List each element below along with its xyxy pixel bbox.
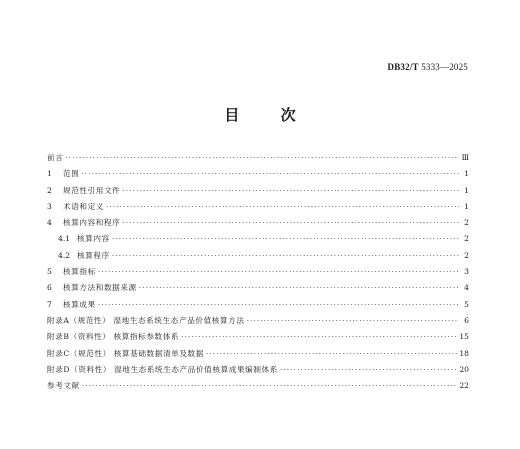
toc-leader-dots [81, 166, 459, 182]
standard-code [388, 62, 468, 72]
toc-entry-page: Ⅲ [461, 153, 469, 162]
toc-entry-page: 18 [459, 348, 469, 358]
toc-entry[interactable] [47, 329, 469, 345]
toc-entry[interactable] [47, 166, 469, 182]
toc-entry-label: 附录D（资料性） 湿地生态系统生态产品价值核算成果编制体系 [47, 364, 278, 374]
toc-leader-dots [112, 248, 459, 264]
table-of-contents [47, 150, 469, 394]
toc-entry-page: 2 [464, 234, 469, 244]
toc-leader-dots [139, 280, 459, 296]
toc-leader-dots [280, 362, 457, 378]
toc-leader-dots [122, 215, 459, 231]
toc-entry-label: 核算成果 [63, 299, 96, 309]
toc-entry-page: 6 [464, 315, 469, 325]
toc-entry-page: 2 [464, 218, 469, 228]
toc-entry[interactable] [47, 183, 469, 199]
toc-entry[interactable] [47, 346, 469, 362]
standard-code-number: 5333—2025 [418, 62, 468, 72]
toc-entry-label: 附录C（规范性） 核算基础数据清单及数据 [47, 348, 204, 358]
toc-entry-page: 3 [464, 267, 469, 277]
toc-entry-label: 核算内容和程序 [63, 218, 121, 228]
toc-entry[interactable] [47, 313, 469, 329]
toc-entry-label: 范围 [63, 169, 80, 179]
toc-entry-page: 20 [459, 364, 469, 374]
toc-entry-label: 参考文献 [47, 381, 80, 391]
toc-leader-dots [181, 329, 457, 345]
toc-leader-dots [112, 231, 459, 247]
toc-entry-label: 核算内容 [77, 234, 110, 244]
toc-leader-dots [106, 199, 459, 215]
toc-entry[interactable] [47, 297, 469, 313]
toc-leader-dots [206, 346, 457, 362]
toc-leader-dots [65, 150, 459, 166]
toc-entry[interactable] [47, 215, 469, 231]
toc-entry-number: 7 [47, 299, 52, 309]
toc-entry-number: 4 [47, 218, 52, 228]
toc-entry-label: 核算指标 [63, 267, 96, 277]
toc-entry-page: 5 [464, 299, 469, 309]
toc-entry-page: 2 [464, 250, 469, 260]
toc-entry-number: 4.2 [58, 250, 71, 260]
toc-entry-number: 5 [47, 267, 52, 277]
toc-leader-dots [98, 264, 459, 280]
toc-entry[interactable] [47, 264, 469, 280]
toc-entry[interactable] [47, 280, 469, 296]
toc-entry-label: 核算方法和数据来源 [63, 283, 137, 293]
toc-entry-label: 附录A（规范性） 湿地生态系统生态产品价值核算方法 [47, 315, 245, 325]
toc-entry-label: 附录B（资料性） 核算指标参数体系 [47, 332, 180, 342]
toc-entry-page: 15 [459, 332, 469, 342]
toc-entry[interactable] [47, 378, 469, 394]
page-title: 目 次 [224, 106, 314, 124]
toc-entry-label: 规范性引用文件 [63, 185, 121, 195]
toc-leader-dots [247, 313, 459, 329]
toc-entry-page: 1 [464, 169, 469, 179]
toc-entry-page: 1 [464, 201, 469, 211]
toc-entry[interactable] [47, 199, 469, 215]
toc-leader-dots [98, 297, 459, 313]
toc-entry-label: 术语和定义 [63, 201, 104, 211]
toc-entry[interactable] [47, 150, 469, 166]
toc-entry-number: 3 [47, 201, 52, 211]
toc-entry-label: 核算程序 [77, 250, 110, 260]
toc-entry[interactable] [47, 248, 469, 264]
toc-entry-page: 4 [464, 283, 469, 293]
toc-entry-page: 22 [459, 381, 469, 391]
standard-code-prefix: DB32/T [387, 62, 419, 72]
toc-leader-dots [122, 183, 459, 199]
toc-entry-label: 前言 [47, 153, 64, 162]
toc-entry[interactable] [47, 362, 469, 378]
toc-entry-number: 6 [47, 283, 52, 293]
toc-entry-page: 1 [464, 185, 469, 195]
toc-entry-number: 4.1 [58, 234, 71, 244]
toc-entry-number: 1 [47, 169, 52, 179]
toc-entry[interactable] [47, 231, 469, 247]
toc-entry-number: 2 [47, 185, 52, 195]
toc-leader-dots [82, 378, 458, 394]
